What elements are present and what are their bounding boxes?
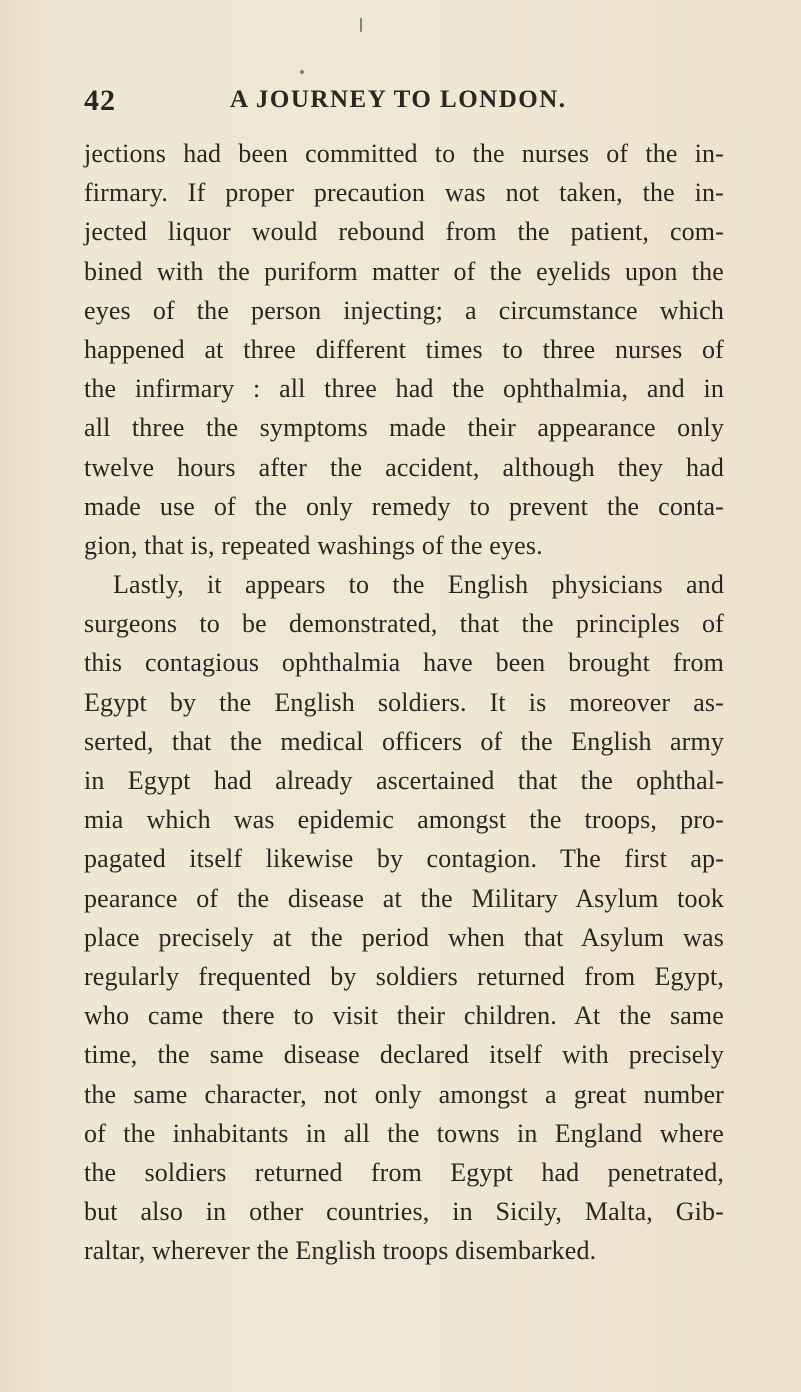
text-line: jections had been committed to the nurses of the in- bbox=[84, 139, 724, 168]
text-line: who came there to visit their children. At the same bbox=[84, 1001, 724, 1031]
text-line: made use of the only remedy to prevent the conta- bbox=[84, 491, 724, 521]
running-head bbox=[84, 84, 724, 124]
text-line: the same character, not only amongst a great number bbox=[84, 1079, 724, 1109]
text-line: Egypt by the English soldiers. It is moreover as- bbox=[84, 687, 724, 717]
body-text bbox=[84, 134, 724, 1270]
text-line: mia which was epidemic amongst the troops, pro- bbox=[84, 805, 724, 835]
running-title: A JOURNEY TO LONDON. bbox=[230, 86, 567, 113]
text-line: the infirmary : all three had the ophthalmia, and in bbox=[84, 374, 724, 404]
text-line: of the inhabitants in all the towns in England where bbox=[84, 1118, 724, 1148]
paper-speck bbox=[300, 70, 304, 74]
text-line: time, the same disease declared itself with precisely bbox=[84, 1040, 724, 1070]
text-line: surgeons to be demonstrated, that the principles of bbox=[84, 609, 724, 639]
text-line: bined with the puriform matter of the eyelids upon the bbox=[84, 256, 724, 286]
text-line: pearance of the disease at the Military Asylum took bbox=[84, 883, 724, 913]
paper-speck bbox=[360, 18, 362, 32]
text-line: firmary. If proper precaution was not taken, the in- bbox=[84, 178, 724, 208]
text-line: all three the symptoms made their appearance only bbox=[84, 413, 724, 443]
text-line: raltar, wherever the English troops disembarked. bbox=[84, 1236, 597, 1266]
text-line: pagated itself likewise by contagion. The first ap- bbox=[84, 844, 724, 874]
text-line: in Egypt had already ascertained that the ophthal- bbox=[84, 766, 724, 795]
text-line: eyes of the person injecting; a circumstance which bbox=[84, 295, 724, 325]
text-line: this contagious ophthalmia have been brought from bbox=[84, 648, 724, 678]
text-line: jected liquor would rebound from the patient, com- bbox=[84, 217, 724, 247]
text-line: regularly frequented by soldiers returned from Egypt, bbox=[84, 961, 724, 991]
paragraph-start-line: Lastly, it appears to the English physicians and bbox=[113, 570, 724, 600]
page-number: 42 bbox=[84, 84, 116, 117]
text-line: but also in other countries, in Sicily, Malta, Gib- bbox=[84, 1197, 724, 1227]
paragraph-end-line: gion, that is, repeated washings of the eyes. bbox=[84, 530, 543, 560]
text-line: place precisely at the period when that Asylum was bbox=[84, 922, 724, 952]
text-line: the soldiers returned from Egypt had penetrated, bbox=[84, 1157, 724, 1187]
text-line: twelve hours after the accident, although they had bbox=[84, 452, 724, 482]
text-line: happened at three different times to three nurses of bbox=[84, 334, 724, 364]
text-line: serted, that the medical officers of the English army bbox=[84, 726, 724, 756]
